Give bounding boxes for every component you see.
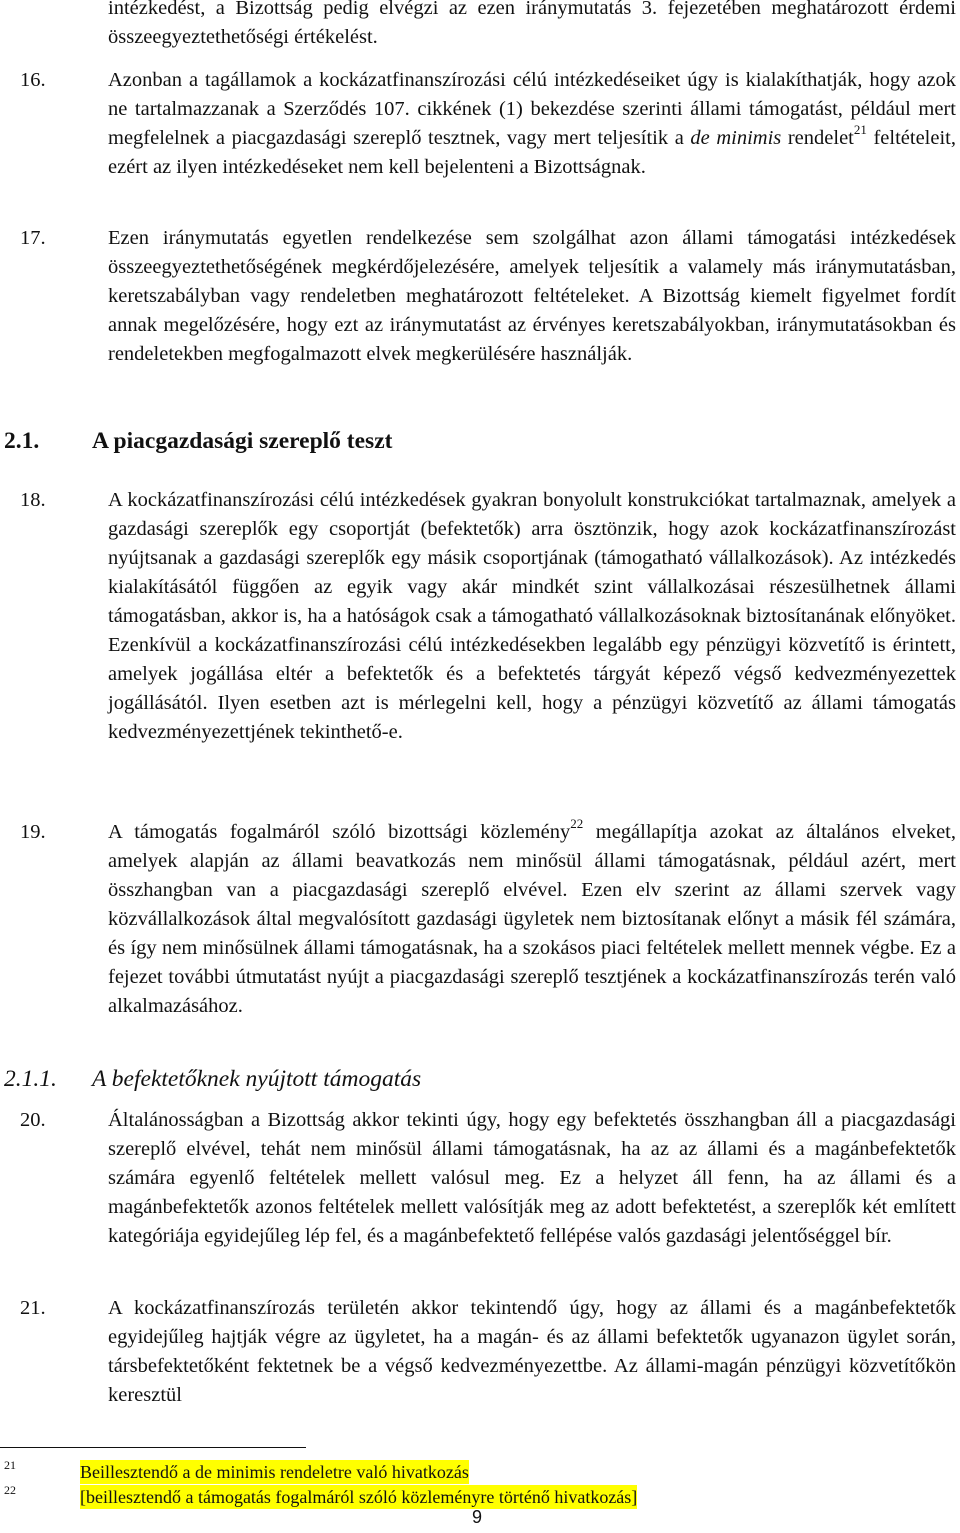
paragraph-number: 17. <box>20 227 46 249</box>
paragraph-text: Ezen iránymutatás egyetlen rendelkezése sem szolgálhat azon állami támogatási intézkedések összeegyeztethetőségének megkérdőjelezésére, amelyek teljesítik a valamely más iránymutatásban, keretszabályban vagy rendeletben meghatározott feltételeket. A Bizottság kiemelt figyelmet fordít annak megelőzésére, hogy ezt az iránymutatást az érvényes keretszabályokban, iránymutatásokban és rendeletekben megfogalmazott elvek megkerülésére használják. <box>108 227 956 365</box>
footnote-number: 21 <box>4 1458 16 1472</box>
paragraph-text: intézkedést, a Bizottság pedig elvégzi az ezen iránymutatás 3. fejezetében meghatározott érdemi összeegyeztethetőségi értékelést. <box>108 0 956 48</box>
paragraph-number: 21. <box>20 1297 46 1319</box>
text-run: rendelet <box>781 127 854 149</box>
paragraph-text: A kockázatfinanszírozás területén akkor tekintendő úgy, hogy az állami és a magánbefektetők egyidejűleg hajtják végre az ügyletet, ha a magán- és az állami befektetők ugyanazon ügylet során, társbefektetőként fektetnek be a végső kedvezményezettbe. Az állami-magán pénzügyi közvetítőkön keresztül <box>108 1297 956 1406</box>
paragraph-number: 19. <box>20 821 46 843</box>
italic-term: de minimis <box>690 127 782 149</box>
heading-title: A befektetőknek nyújtott támogatás <box>92 1066 422 1092</box>
paragraph-text <box>108 818 956 1021</box>
footnote-reference[interactable]: 22 <box>570 816 584 832</box>
page-number: 9 <box>472 1507 483 1527</box>
paragraph-number: 20. <box>20 1109 46 1131</box>
footnote-reference[interactable]: 21 <box>853 122 867 138</box>
paragraph-number: 18. <box>20 489 46 511</box>
footnote-text: Beillesztendő a de minimis rendeletre való hivatkozás <box>80 1462 469 1482</box>
text-run: A támogatás fogalmáról szóló bizottsági közlemény <box>108 821 571 843</box>
paragraph-text: Általánosságban a Bizottság akkor tekinti úgy, hogy egy befektetés összhangban áll a piacgazdasági szereplő elvével, tehát nem minősül állami támogatásnak, ha az az állami és a magánbefektetők számára egyenlő feltételek mellett valósul meg. Ez a helyzet áll fenn, ha az állami és a magánbefektetők azonos feltételek mellett valósítják meg az adott befektetést, a szereplők két említett kategóriája egyidejűleg lép fel, és a magánbefektető fellépése valós gazdasági jelentőséggel bír. <box>108 1109 956 1247</box>
heading-title: A piacgazdasági szereplő teszt <box>92 428 393 454</box>
paragraph-number: 16. <box>20 69 46 91</box>
text-run: Azonban a tagállamok a kockázatfinanszírozási célú intézkedéseiket úgy is kialakíthatják, hogy azok ne tartalmazzanak a Szerződés 107. cikkének (1) bekezdése szerinti állami támogatást, például mert megfelelnek a piacgazdasági szereplő tesztnek, vagy mert teljesítik a <box>108 69 956 149</box>
paragraph-text: A kockázatfinanszírozási célú intézkedések gyakran bonyolult konstrukciókat tartalmaznak, amelyek a gazdasági szereplők egy csoportját (befektetők) arra ösztönzik, hogy azok kockázatfinanszírozást nyújtsanak a gazdasági szereplők egy másik csoportjának (támogatható vállalkozások). Az intézkedés kialakításától függően az egyik vagy akár mindkét szint vállalkozásai részesülhetnek állami támogatásban, akkor is, ha a hatóságok csak a támogatható vállalkozásoknak biztosítanának előnyöket. Ezenkívül a kockázatfinanszírozási célú intézkedésekben legalább egy pénzügyi közvetítő is érintett, amelyek jogállása eltér a befektetők és a befektetés tárgyát képező végső kedvezményezettek jogállásától. Ilyen esetben azt is mérlegelni kell, hogy a pénzügyi közvetítő az állami támogatás kedvezményezettjének tekinthető-e. <box>108 489 956 743</box>
paragraph-text <box>108 66 956 182</box>
footnote-text: [beillesztendő a támogatás fogalmáról szóló közleményre történő hivatkozás] <box>80 1487 638 1507</box>
heading-number: 2.1.1. <box>4 1066 57 1092</box>
heading-number: 2.1. <box>4 428 40 454</box>
footnote-number: 22 <box>4 1483 16 1497</box>
text-run: megállapítja azokat az általános elveket, amelyek alapján az állami beavatkozás nem minősül állami támogatásnak, például azért, mert összhangban van a piacgazdasági szereplő elvével. Ezen elv szerint az állami szervek vagy közvállalkozások által megvalósított gazdasági ügyletek nem biztosítanak előnyt a másik fél számára, és így nem minősülnek állami támogatásnak, ha a szokásos piaci feltételek mellett mennek végbe. Ez a fejezet további útmutatást nyújt a piacgazdasági szereplő tesztjének a kockázatfinanszírozás terén való alkalmazásához. <box>108 821 957 1017</box>
text-run: feltételeit, ezért az ilyen intézkedéseket nem kell bejelenteni a Bizottságnak. <box>108 127 956 178</box>
footnote-separator <box>0 1447 306 1448</box>
